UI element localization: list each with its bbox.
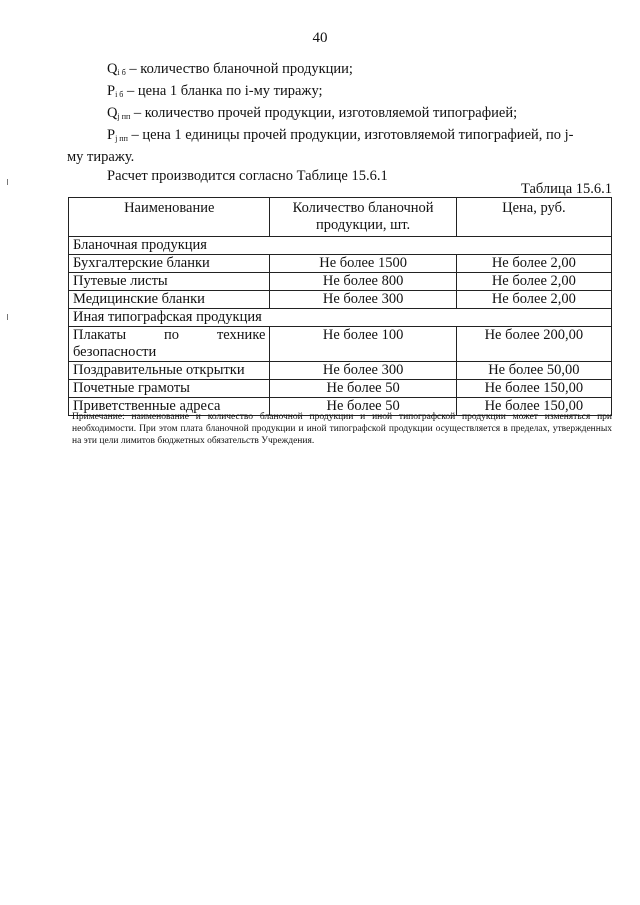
definition-p-jpp (67, 126, 612, 148)
table-row (69, 273, 612, 291)
row-name: Приветственные адреса (69, 398, 270, 416)
definitions-block (67, 60, 612, 185)
table-note: Примечание: наименование и количество бланочной продукции и иной типографской продукции может изменяться при необходимости. При этом плата бланочной продукции и иной типографской продукции осуществляется в пределах, утвержденных на эти цели лимитов бюджетных обязательств Учреждения. (72, 412, 612, 446)
table-header-row (69, 198, 612, 237)
row-price: Не более 2,00 (456, 291, 611, 309)
subscript: j пп (117, 112, 131, 121)
table-row (69, 327, 612, 362)
definition-p-ib (67, 82, 612, 104)
symbol: P (107, 83, 116, 99)
row-name: Бухгалтерские бланки (69, 255, 270, 273)
row-name: Медицинские бланки (69, 291, 270, 309)
section-forms: Бланочная продукция (69, 237, 612, 255)
section-other-printing: Иная типографская продукция (69, 309, 612, 327)
row-name: Поздравительные открытки (69, 362, 270, 380)
row-quantity: Не более 50 (270, 380, 456, 398)
definition-q-ib (67, 60, 612, 82)
definition-text: – цена 1 единицы прочей продукции, изготовляемой типографией, по j- (127, 127, 574, 143)
row-quantity: Не более 1500 (270, 255, 456, 273)
definition-q-jpp (67, 104, 612, 126)
row-quantity: Не более 50 (270, 398, 456, 416)
row-price: Не более 2,00 (456, 273, 611, 291)
scan-mark (7, 179, 8, 185)
row-price: Не более 50,00 (456, 362, 611, 380)
subscript: j пп (115, 134, 128, 143)
row-price: Не более 2,00 (456, 255, 611, 273)
table-row (69, 291, 612, 309)
definition-text: – количество бланочной продукции; (125, 61, 353, 77)
row-quantity: Не более 100 (270, 327, 456, 362)
symbol: Q (107, 105, 118, 121)
row-price: Не более 150,00 (456, 398, 611, 416)
row-quantity: Не более 300 (270, 362, 456, 380)
definition-p-jpp-continuation: му тиражу. (67, 149, 135, 165)
table-caption: Таблица 15.6.1 (520, 181, 612, 197)
scan-mark (7, 314, 8, 320)
row-name-word: технике (216, 327, 266, 343)
subscript: i б (115, 90, 124, 99)
row-price: Не более 200,00 (456, 327, 611, 362)
definition-text: – цена 1 бланка по i-му тиражу; (123, 83, 323, 99)
row-name: Путевые листы (69, 273, 270, 291)
table-row (69, 362, 612, 380)
page-number: 40 (312, 30, 328, 46)
section-row (69, 237, 612, 255)
subscript: i б (117, 68, 126, 77)
row-name: Почетные грамоты (69, 380, 270, 398)
row-name-continuation: безопасности (73, 344, 157, 360)
row-name-word: по (164, 327, 180, 343)
row-name-word: Плакаты (73, 327, 127, 343)
row-name-first-line (73, 327, 265, 344)
header-name: Наименование (69, 198, 270, 237)
row-quantity: Не более 300 (270, 291, 456, 309)
symbol: Q (107, 61, 118, 77)
row-name (69, 327, 270, 362)
row-quantity: Не более 800 (270, 273, 456, 291)
products-table (68, 197, 612, 416)
row-price: Не более 150,00 (456, 380, 611, 398)
header-price: Цена, руб. (456, 198, 611, 237)
table-row (69, 380, 612, 398)
definition-text: – количество прочей продукции, изготовляемой типографией; (130, 105, 518, 121)
header-quantity: Количество бланочной продукции, шт. (270, 198, 456, 237)
calculation-reference: Расчет производится согласно Таблице 15.6.1 (107, 168, 388, 184)
section-row (69, 309, 612, 327)
table-row (69, 255, 612, 273)
symbol: P (107, 127, 116, 143)
